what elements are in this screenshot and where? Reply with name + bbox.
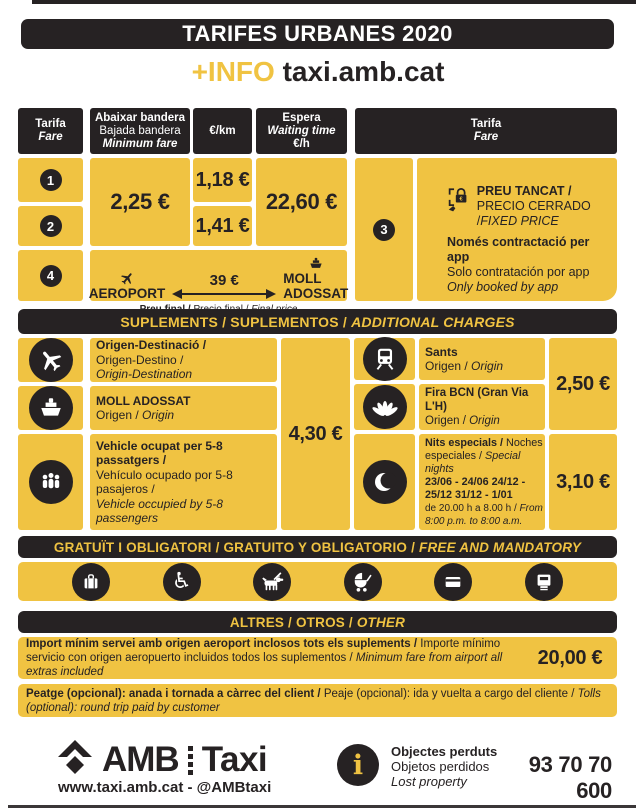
- cell-minimum-fare: [90, 158, 190, 246]
- svg-text:€: €: [459, 196, 463, 203]
- cell-tariff-2: [18, 206, 83, 246]
- col-header-minimum-fare: [90, 108, 190, 154]
- other-section-bar: [18, 611, 617, 633]
- tariff-1-badge: [40, 169, 62, 191]
- header-bandera-en: Minimum fare: [102, 137, 178, 150]
- title-bar: [21, 19, 614, 49]
- brand-amb: AMB: [102, 740, 179, 779]
- fira-bcn-circle-icon: [363, 385, 407, 429]
- cell-icon-origin-destination: [18, 338, 83, 382]
- sants-origin-en: Origin: [471, 359, 504, 373]
- cell-icon-fira: [354, 384, 415, 430]
- info-label: +INFO: [191, 56, 275, 87]
- other-en: OTHER: [356, 614, 406, 630]
- ship-icon: [308, 256, 324, 271]
- supplements-ca: SUPLEMENTS /: [120, 313, 231, 330]
- cell-airport-minimum: [18, 637, 617, 679]
- fira-title: Fira BCN (Gran Via L'H): [425, 387, 529, 413]
- cell-km-rate-1: [193, 158, 252, 202]
- header-bandera-ca: Abaixar bandera: [94, 111, 186, 124]
- col-header-fare-right: [355, 108, 617, 154]
- header-fare-en: Fare: [473, 131, 499, 143]
- free-en: FREE AND MANDATORY: [419, 539, 582, 555]
- app-only-en: Only booked by app: [447, 280, 559, 294]
- nights-es: Noches especiales /: [425, 436, 543, 462]
- header-espera-en: Waiting time: [267, 124, 336, 137]
- airplane-circle-icon: [29, 338, 73, 382]
- tolls-es: Peaje (opcional): ida y vuelta a cargo del cliente /: [323, 687, 578, 700]
- stroller-icon: [344, 563, 382, 601]
- cell-icon-moll-adossat: [18, 386, 83, 430]
- fixed-price-ca: PREU TANCAT /: [476, 184, 572, 198]
- credit-card-icon: [434, 563, 472, 601]
- other-es: OTROS /: [295, 614, 357, 630]
- nights-hours-en: From 8:00 p.m. to 8:00 a.m.: [425, 502, 543, 527]
- free-es: GRATUITO Y OBLIGATORIO /: [223, 539, 419, 555]
- brand-lockup: [102, 740, 267, 780]
- cell-tolls: [18, 684, 617, 717]
- wheelchair-icon: ♿: [163, 563, 201, 601]
- cell-km-rate-2: [193, 206, 252, 246]
- nights-price: 3,10 €: [556, 470, 610, 493]
- nights-hours-ca: de 20.00 h a 8.00 h /: [425, 502, 520, 514]
- free-icons-band: [18, 562, 617, 601]
- cell-icon-sants: [354, 338, 415, 380]
- cell-moll-adossat: [90, 386, 277, 430]
- tolls-en: Tolls (optional): round trip paid by customer: [26, 687, 601, 714]
- app-only-ca: Només contractació per app: [447, 235, 590, 264]
- tariff-4-badge: [40, 265, 62, 287]
- footer-url-link[interactable]: www.taxi.amb.cat - @AMBtaxi: [58, 779, 272, 796]
- nights-ca: Nits especials /: [425, 436, 507, 449]
- tariff-3-badge: [373, 219, 395, 241]
- other-ca: ALTRES /: [229, 614, 296, 630]
- km-rate-1-value: 1,18 €: [195, 168, 250, 191]
- nights-dates: 23/06 - 24/06 24/12 - 25/12 31/12 - 1/01: [425, 475, 526, 501]
- occupied-ca: Vehicle ocupat per 5-8 passatgers /: [96, 438, 223, 467]
- col-header-tarifa: [18, 108, 83, 154]
- cell-nights: [419, 434, 545, 530]
- airport-minimum-en: Minimum fare from airport all extras included: [26, 652, 503, 678]
- tariff-3-number: 3: [380, 222, 388, 237]
- sants-origin-ca: Origen /: [425, 359, 472, 373]
- tariff-4-number: 4: [46, 268, 55, 283]
- info-url-link[interactable]: taxi.amb.cat: [274, 56, 445, 87]
- fixed-price-en: FIXED PRICE: [480, 214, 559, 228]
- fira-origin-ca: Origen /: [425, 415, 470, 427]
- header-tarifa-en: Fare: [38, 131, 63, 143]
- header-fare-ca: Tarifa: [470, 118, 502, 130]
- lost-property-es: Objetos perdidos: [391, 759, 490, 774]
- origin-dest-es: Origen-Destino /: [96, 352, 184, 367]
- cell-stations-price: [549, 338, 617, 430]
- cell-left-supplement-price: [281, 338, 350, 530]
- cell-sants: [419, 338, 545, 380]
- info-circle-icon: [337, 744, 379, 786]
- cruise-ship-circle-icon: [29, 386, 73, 430]
- cell-tariff-4: [18, 250, 83, 301]
- amb-logo: [56, 740, 94, 782]
- lost-property-block: [391, 744, 497, 789]
- card-terminal-icon: [525, 563, 563, 601]
- tariff-2-number: 2: [46, 218, 55, 234]
- cell-origin-destination: [90, 338, 277, 382]
- cell-nights-price: [549, 434, 617, 530]
- header-tarifa-ca: Tarifa: [35, 118, 66, 130]
- cell-tariff-3: [355, 158, 413, 301]
- page-title: TARIFES URBANES 2020: [182, 21, 453, 46]
- header-espera-ca: Espera: [282, 111, 321, 124]
- fixed-price-es: PRECIO CERRADO /: [476, 199, 591, 228]
- supplements-bar-text: [120, 314, 514, 330]
- header-espera-unit: €/h: [293, 137, 310, 150]
- tariff-1-number: 1: [46, 172, 55, 188]
- moll-title: MOLL ADOSSAT: [96, 393, 191, 408]
- bottom-edge-line: [8, 805, 636, 808]
- app-only-es: Solo contratación por app: [447, 265, 590, 279]
- header-per-km: €/km: [209, 124, 236, 137]
- supplements-en: ADDITIONAL CHARGES: [351, 313, 515, 330]
- free-ca: GRATUÏT I OBLIGATORI /: [53, 539, 224, 555]
- moll-origin-en: Origin: [142, 408, 175, 422]
- top-edge-line: [32, 0, 636, 4]
- double-arrow-icon: [172, 289, 276, 299]
- moll-origin-ca: Origen /: [96, 408, 143, 422]
- airport-minimum-price: 20,00 €: [537, 646, 603, 669]
- origin-dest-en: Origin-Destination: [96, 367, 193, 382]
- moon-circle-icon: [363, 460, 407, 504]
- fixed-price-title: [477, 184, 609, 229]
- tolls-text: [26, 687, 609, 715]
- origin-dest-ca: Origen-Destinació /: [96, 338, 207, 353]
- sants-title: Sants: [425, 344, 458, 359]
- header-bandera-es: Bajada bandera: [99, 124, 181, 137]
- info-i-glyph: i: [352, 749, 364, 781]
- cell-occupied: [90, 434, 277, 530]
- nights-en: Special nights: [425, 449, 521, 475]
- cell-tariff-1: [18, 158, 83, 202]
- free-section-bar: [18, 536, 617, 558]
- stations-price: 2,50 €: [556, 372, 610, 395]
- airport-minimum-text: [26, 637, 531, 679]
- occupied-en: Vehicle occupied by 5-8 passengers: [96, 496, 223, 525]
- cell-fixed-price: [417, 158, 617, 301]
- occupied-es: Vehículo ocupado por 5-8 pasajeros /: [96, 467, 233, 496]
- lost-property-ca: Objectes perduts: [391, 744, 498, 759]
- cell-fira: [419, 384, 545, 430]
- airport-minimum-ca: Import mínim servei amb origen aeroport inclosos tots els suplements /: [26, 638, 421, 650]
- passengers-group-circle-icon: [29, 460, 73, 504]
- other-bar-text: [230, 615, 405, 630]
- brand-divider-dots: [188, 746, 193, 775]
- col-header-per-km: [193, 108, 252, 154]
- cell-icon-nights: [354, 434, 415, 530]
- left-supplement-price: 4,30 €: [288, 422, 343, 445]
- brand-taxi: Taxi: [201, 740, 268, 779]
- guide-dog-icon: [253, 563, 291, 601]
- supplements-es: SUPLEMENTOS /: [230, 313, 352, 330]
- train-circle-icon: [363, 337, 407, 381]
- airport-fixed-price: 39 €: [209, 272, 239, 289]
- waiting-rate-value: 22,60 €: [265, 189, 338, 214]
- fira-origin-en: Origin: [469, 415, 500, 427]
- app-lock-icon: [447, 184, 471, 214]
- km-rate-2-value: 1,41 €: [195, 214, 250, 237]
- lost-property-phone[interactable]: 93 70 70 600: [528, 752, 612, 803]
- airport-label: AEROPORT: [88, 286, 166, 301]
- free-bar-text: [54, 540, 581, 555]
- cell-waiting-rate: [256, 158, 347, 246]
- cell-icon-occupied: [18, 434, 83, 530]
- airport-minimum-es: Importe mínimo servicio con origen aeropuerto incluidos todos los suplementos /: [26, 638, 501, 664]
- lost-property-en: Lost property: [391, 774, 467, 789]
- col-header-waiting: [256, 108, 347, 154]
- info-line: [0, 56, 636, 88]
- luggage-icon: [72, 563, 110, 601]
- tariff-2-badge: [40, 215, 62, 237]
- supplements-section-bar: [18, 309, 617, 334]
- pier-label: MOLL ADOSSAT: [283, 271, 349, 301]
- tolls-ca: Peatge (opcional): anada i tornada a càrrec del client /: [26, 687, 324, 700]
- cell-airport-route: [90, 250, 347, 301]
- minimum-fare-value: 2,25 €: [110, 189, 170, 214]
